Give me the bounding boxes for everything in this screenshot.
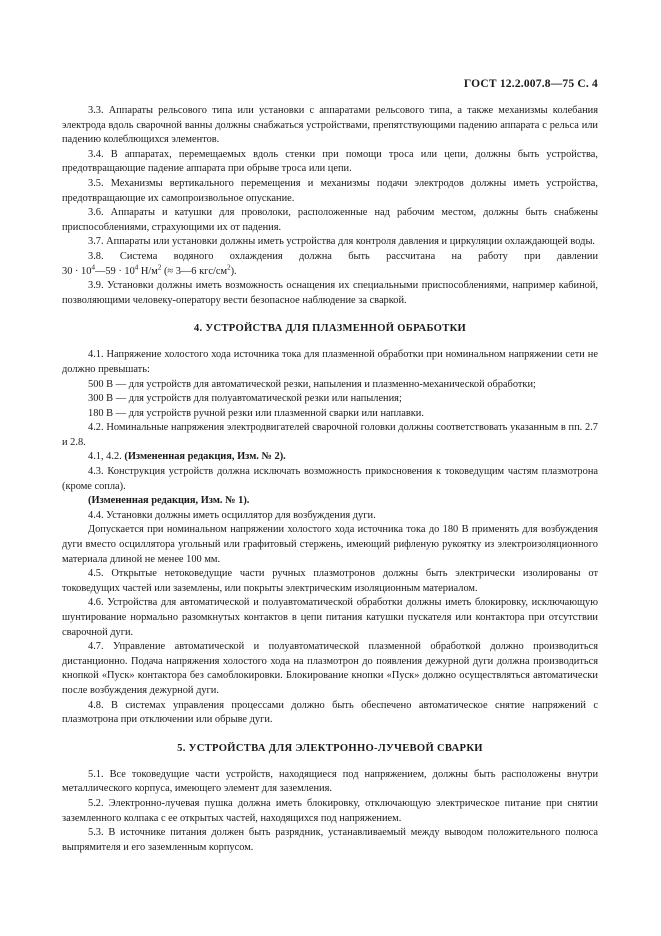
formula-part: ). bbox=[230, 265, 237, 277]
amendment-text: (Измененная редакция, Изм. № 2). bbox=[124, 451, 286, 463]
clause-4-5: 4.5. Открытые нетоковедущие части ручных плазмотронов должны быть электрически изолированы от токоведущих частей или заземлены, или покрыты электрическим изоляционным материалом. bbox=[62, 568, 598, 594]
clause-4-4: 4.4. Установки должны иметь осциллятор для возбуждения дуги. bbox=[88, 509, 376, 521]
clause-3-6: 3.6. Аппараты и катушки для проволоки, расположенные над рабочим местом, должны быть снабжены приспособлениями, страхующими их от падения. bbox=[62, 207, 598, 233]
clause-5-1: 5.1. Все токоведущие части устройств, находящиеся под напряжением, должны быть расположены внутри металлического корпуса, имеющего элемент для заземления. bbox=[62, 768, 598, 795]
clause-4-1-500v: 500 В — для устройств для автоматической резки, напыления и плазменно-механической обработки; bbox=[88, 378, 536, 390]
formula-part: 30 · 10 bbox=[62, 265, 92, 277]
clause-3-8-formula bbox=[62, 265, 598, 280]
document-body bbox=[62, 104, 598, 855]
amendment-note-4-1-4-2 bbox=[62, 450, 598, 465]
clause-4-2: 4.2. Номинальные напряжения электродвигателей сварочной головки должны соответствовать указанным в пп. 2.7 и 2.8. bbox=[62, 422, 598, 448]
formula-part: Н/м bbox=[138, 265, 158, 277]
clause-3-8 bbox=[62, 250, 598, 265]
section-5-heading: 5. УСТРОЙСТВА ДЛЯ ЭЛЕКТРОННО-ЛУЧЕВОЙ СВАРКИ bbox=[177, 742, 483, 754]
formula-exponent: 2 bbox=[227, 263, 231, 272]
clause-4-4-allowance: Допускается при номинальном напряжении холостого хода источника тока до 180 В применять для возбуждения дуги вместо осциллятора угольный или графитовый стержень, имеющий рифленую рукоятку из электроизоляционного материала длиной не менее 100 мм. bbox=[62, 524, 598, 565]
clause-4-7: 4.7. Управление автоматической и полуавтоматической плазменной обработкой должно производиться дистанционно. Подача напряжения холостого хода на плазмотрон до появления дежурной дуги должна производиться кнопкой «Пуск» контактора без самоблокировки. Блокирование кнопки «Пуск» должно осуществляться автоматически после возбуждения дежурной дуги. bbox=[62, 641, 598, 696]
clause-4-1: 4.1. Напряжение холостого хода источника тока для плазменной обработки при номинальном напряжении сети не должно превышать: bbox=[62, 349, 598, 375]
amendment-prefix: 4.1, 4.2. bbox=[88, 451, 125, 463]
amendment-note-4-3 bbox=[62, 494, 598, 509]
clause-3-9: 3.9. Установки должны иметь возможность оснащения их специальными приспособлениями, например кабиной, позволяющими человеку-оператору вести безопасное наблюдение за сваркой. bbox=[62, 280, 598, 306]
clause-4-3: 4.3. Конструкция устройств должна исключать возможность прикосновения к токоведущим частям плазмотрона (кроме сопла). bbox=[62, 466, 598, 492]
clause-3-7: 3.7. Аппараты или установки должны иметь устройства для контроля давления и циркуляции охлаждающей воды. bbox=[88, 236, 596, 248]
clause-4-1-300v: 300 В — для устройств для полуавтоматической резки или напыления; bbox=[88, 393, 402, 405]
formula-exponent: 4 bbox=[134, 263, 139, 272]
clause-5-3: 5.3. В источнике питания должен быть разрядник, устанавливаемый между выводом положительного полюса выпрямителя и его заземленным корпусом. bbox=[62, 827, 598, 853]
clause-3-3: 3.3. Аппараты рельсового типа или установки с аппаратами рельсового типа, а также механизмы колебания электрода вдоль сварочной ванны должны снабжаться устройствами, препятствующими падению аппарата с рельса или падению колеблющихся элементов. bbox=[62, 105, 598, 146]
formula-exponent: 4 bbox=[91, 263, 95, 272]
page-header: ГОСТ 12.2.007.8—75 С. 4 bbox=[463, 78, 598, 90]
clause-5-2: 5.2. Электронно-лучевая пушка должна иметь блокировку, отключающую электрическое питание при снятии заземленного колпака с ее открытых частей, находящихся под напряжением. bbox=[62, 797, 598, 824]
formula-exponent: 2 bbox=[157, 263, 162, 272]
clause-4-8: 4.8. В системах управления процессами должно быть обеспечено автоматическое снятие напряжений с плазмотрона при отключении или обрыве дуги. bbox=[62, 699, 598, 726]
amendment-text: (Измененная редакция, Изм. № 1). bbox=[88, 495, 250, 507]
clause-4-1-180v: 180 В — для устройств ручной резки или плазменной сварки или наплавки. bbox=[88, 407, 424, 419]
section-4-heading: 4. УСТРОЙСТВА ДЛЯ ПЛАЗМЕННОЙ ОБРАБОТКИ bbox=[193, 323, 467, 335]
formula-part: —59 · 10 bbox=[94, 265, 135, 277]
clause-4-6: 4.6. Устройства для автоматической и полуавтоматической обработки должны иметь блокировку, исключающую шунтирование нормально разомкнутых контактов в цепи питания катушки пускателя или контактора при отсутствии сварочной дуги. bbox=[62, 597, 598, 638]
formula-part: (≈ 3—6 кгс/см bbox=[161, 265, 228, 277]
clause-3-8-text: 3.8. Система водяного охлаждения должна быть рассчитана на работу при давлении bbox=[88, 250, 598, 262]
clause-3-4: 3.4. В аппаратах, перемещаемых вдоль стенки при помощи троса или цепи, должны быть устройства, предотвращающие падение аппарата при обрыве троса или цепи. bbox=[62, 148, 598, 175]
clause-3-5: 3.5. Механизмы вертикального перемещения и механизмы подачи электродов должны иметь устройства, предотвращающие их самопроизвольное опускание. bbox=[62, 177, 598, 204]
